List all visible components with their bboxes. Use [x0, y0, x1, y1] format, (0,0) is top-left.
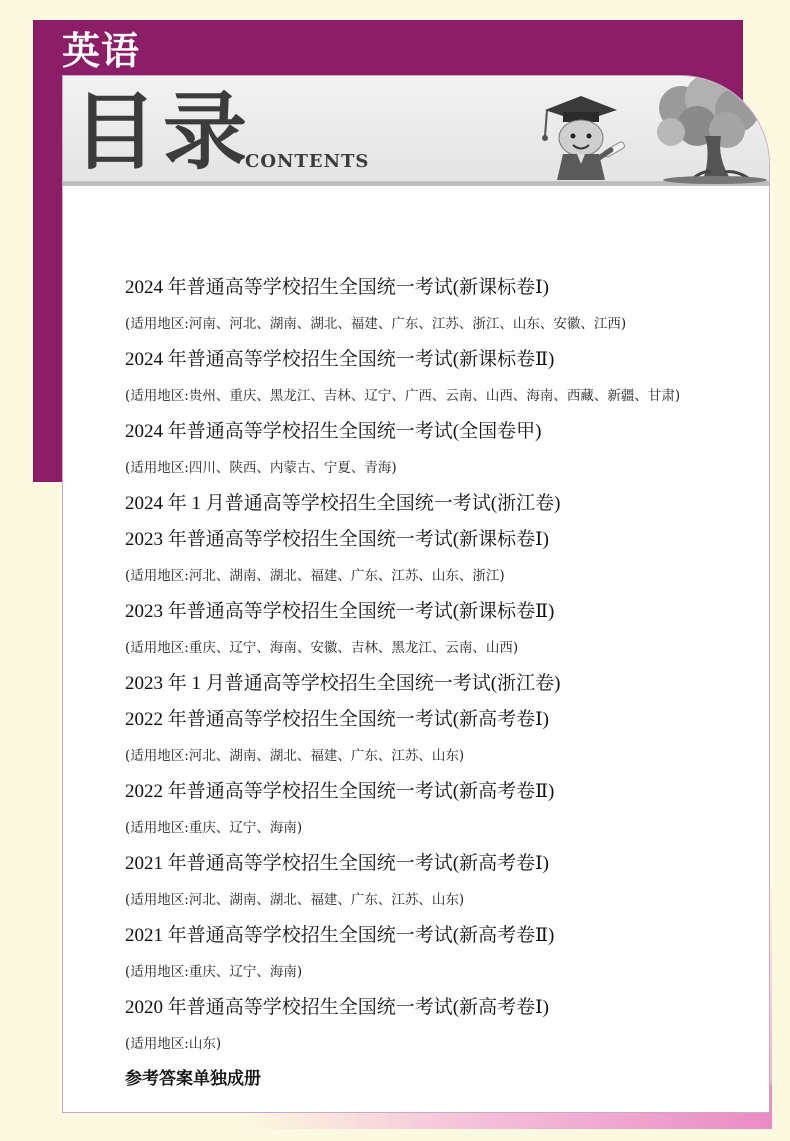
toc-entry-region: (适用地区:河南、河北、湖南、湖北、福建、广东、江苏、浙江、山东、安徽、江西): [125, 316, 627, 332]
toc-entry-region: (适用地区:山东): [125, 1036, 222, 1052]
toc-entry-title[interactable]: 2023 年普通高等学校招生全国统一考试(新课标卷Ⅱ): [125, 601, 555, 622]
toc-entry[interactable]: [125, 666, 680, 702]
card-header: [63, 76, 769, 186]
toc-entry[interactable]: [125, 270, 680, 342]
toc-entry[interactable]: [125, 918, 680, 990]
toc-entry[interactable]: [125, 342, 680, 414]
toc-entry-title[interactable]: 2024 年普通高等学校招生全国统一考试(全国卷甲): [125, 421, 542, 442]
toc-entry-title[interactable]: 2024 年 1 月普通高等学校招生全国统一考试(浙江卷): [125, 493, 561, 514]
toc-entry-title[interactable]: 2022 年普通高等学校招生全国统一考试(新高考卷Ⅱ): [125, 781, 555, 802]
toc-entry-region: (适用地区:重庆、辽宁、海南、安徽、吉林、黑龙江、云南、山西): [125, 640, 519, 656]
toc-entry-title[interactable]: 2022 年普通高等学校招生全国统一考试(新高考卷Ⅰ): [125, 709, 549, 730]
toc-entry-title[interactable]: 2021 年普通高等学校招生全国统一考试(新高考卷Ⅱ): [125, 925, 555, 946]
page-subtitle: CONTENTS: [245, 151, 370, 172]
page-title: 目录: [73, 83, 254, 181]
toc-entry[interactable]: [125, 774, 680, 846]
toc-entry[interactable]: [125, 522, 680, 594]
toc-entry-region: (适用地区:河北、湖南、湖北、福建、广东、江苏、山东): [125, 748, 465, 764]
toc-entry-region: (适用地区:河北、湖南、湖北、福建、广东、江苏、山东、浙江): [125, 568, 505, 584]
toc-entry-region: (适用地区:河北、湖南、湖北、福建、广东、江苏、山东): [125, 892, 465, 908]
toc-entry-title[interactable]: 2023 年 1 月普通高等学校招生全国统一考试(浙江卷): [125, 673, 561, 694]
tree-illustration: [641, 76, 770, 184]
toc-entry-title[interactable]: 2023 年普通高等学校招生全国统一考试(新课标卷Ⅰ): [125, 529, 549, 550]
graduate-kid-illustration: [533, 88, 643, 184]
toc-entry-title[interactable]: 2021 年普通高等学校招生全国统一考试(新高考卷Ⅰ): [125, 853, 549, 874]
toc-entry-title[interactable]: 2020 年普通高等学校招生全国统一考试(新高考卷Ⅰ): [125, 997, 549, 1018]
toc-entry-region: (适用地区:重庆、辽宁、海南): [125, 964, 303, 980]
toc-entry[interactable]: [125, 414, 680, 486]
toc-entry-title[interactable]: 2024 年普通高等学校招生全国统一考试(新课标卷Ⅰ): [125, 277, 549, 298]
toc-entry-region: (适用地区:贵州、重庆、黑龙江、吉林、辽宁、广西、云南、山西、海南、西藏、新疆、甘肃): [125, 388, 681, 404]
toc-entry-region: (适用地区:四川、陕西、内蒙古、宁夏、青海): [125, 460, 397, 476]
toc-entry-title[interactable]: 2024 年普通高等学校招生全国统一考试(新课标卷Ⅱ): [125, 349, 555, 370]
answer-note: 参考答案单独成册: [125, 1069, 261, 1089]
subject-title: 英语: [62, 29, 141, 73]
toc-entry[interactable]: [125, 990, 680, 1062]
contents-card: [62, 75, 770, 1113]
toc-entry[interactable]: [125, 846, 680, 918]
toc-list: [125, 270, 680, 1062]
toc-entry[interactable]: [125, 486, 680, 522]
toc-entry-region: (适用地区:重庆、辽宁、海南): [125, 820, 303, 836]
toc-entry[interactable]: [125, 594, 680, 666]
toc-entry[interactable]: [125, 702, 680, 774]
